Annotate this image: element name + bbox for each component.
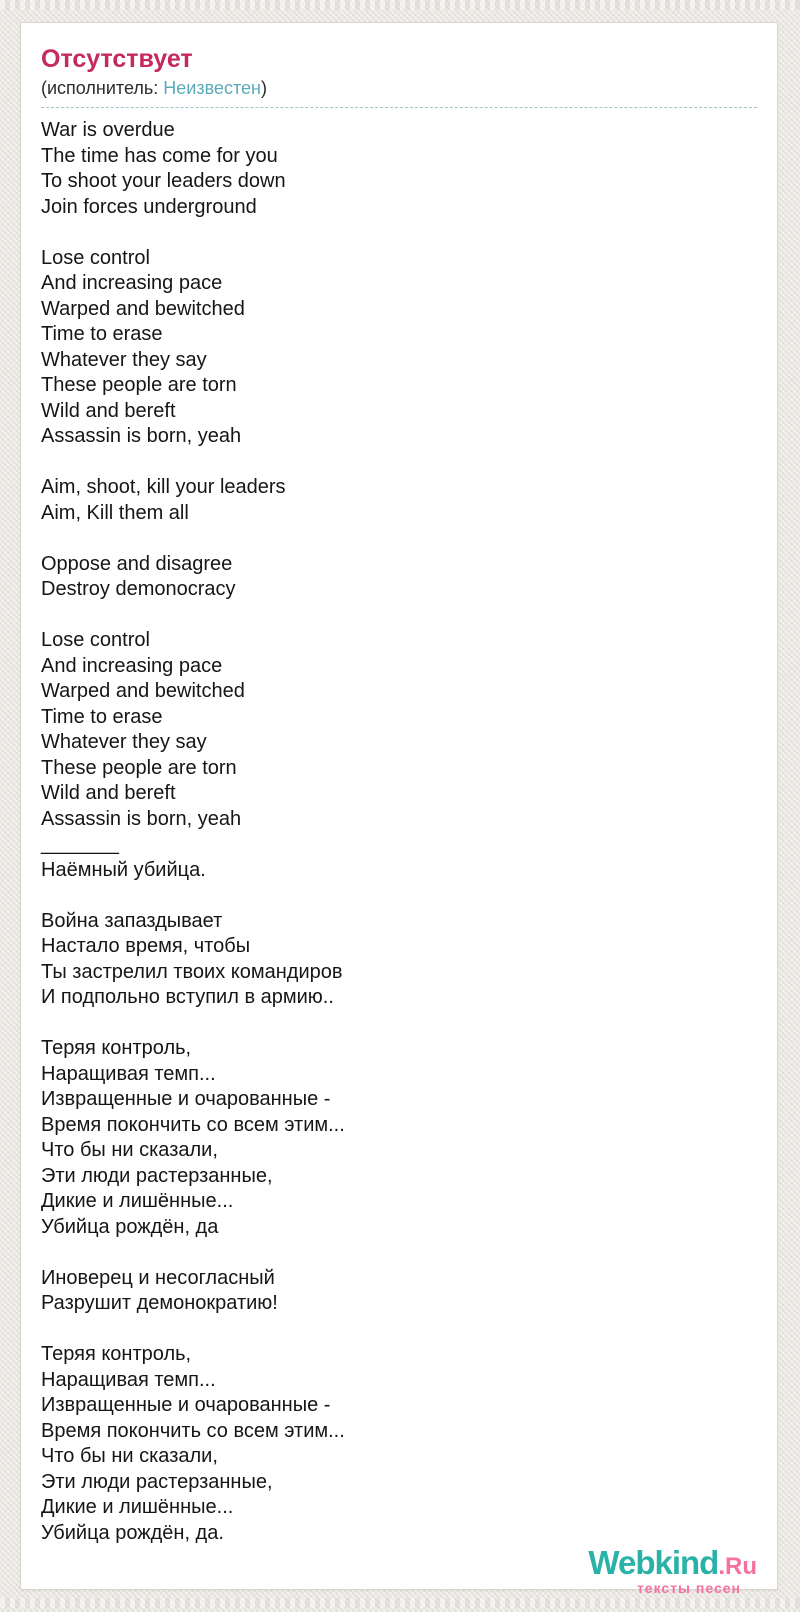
logo-ru-text: .Ru: [718, 1553, 757, 1580]
lyric-line: Lose control: [41, 246, 150, 269]
lyric-line: [41, 526, 757, 552]
logo-webkind-text: Webkind: [588, 1544, 719, 1581]
lyric-line: Time to erase: [41, 323, 163, 345]
artist-label-suffix: ): [260, 78, 267, 98]
lyric-line: Join forces underground: [41, 195, 257, 218]
lyric-line: Наращивая темп...: [41, 1062, 216, 1085]
lyric-line: Извращенные и очарованные -: [41, 1088, 331, 1110]
lyric-line: [41, 1317, 757, 1343]
lyric-line: Эти люди растерзанные,: [41, 1470, 273, 1493]
lyric-line: And increasing pace: [41, 654, 223, 677]
lyric-line: Извращенные и очарованные -: [41, 1394, 331, 1416]
lyric-line: Наращивая темп...: [41, 1368, 216, 1391]
lyric-line: Time to erase: [41, 705, 163, 728]
lyric-line: [41, 1011, 757, 1037]
lyric-line: И подпольно вступил в армию..: [41, 986, 334, 1008]
lyric-line: Убийца рождён, да: [41, 1215, 219, 1238]
lyric-line: Ты застрелил твоих командиров: [41, 960, 343, 983]
lyric-line: War is overdue: [41, 119, 175, 141]
lyric-line: Whatever they say: [41, 348, 207, 371]
lyric-line: Aim, Kill them all: [41, 501, 189, 524]
footer: [41, 1546, 757, 1606]
lyric-line: Дикие и лишённые...: [41, 1190, 234, 1212]
lyric-line: Whatever they say: [41, 731, 207, 753]
lyric-line: Теряя контроль,: [41, 1343, 192, 1365]
texture-strip-top: [0, 0, 800, 10]
lyric-line: Иноверец и несогласный: [41, 1266, 275, 1289]
lyric-line: Эти люди растерзанные,: [41, 1164, 273, 1187]
lyric-line: Время покончить со всем этим...: [41, 1113, 345, 1136]
lyric-line: Oppose and disagree: [41, 552, 233, 575]
lyrics-text: [41, 118, 757, 1546]
lyric-line: _______: [41, 833, 119, 855]
lyric-line: [41, 1240, 757, 1266]
lyric-line: Wild and bereft: [41, 399, 176, 422]
lyric-line: Что бы ни сказали,: [41, 1445, 218, 1467]
lyric-line: Настало время, чтобы: [41, 935, 251, 957]
lyric-line: Разрушит демонократию!: [41, 1292, 278, 1314]
lyric-line: Теряя контроль,: [41, 1037, 192, 1059]
lyric-line: Warped and bewitched: [41, 680, 245, 702]
lyric-line: To shoot your leaders down: [41, 170, 286, 192]
lyric-line: And increasing pace: [41, 272, 223, 294]
lyric-line: Lose control: [41, 629, 150, 651]
artist-label: (исполнитель:: [41, 78, 159, 98]
logo-tagline: тексты песен: [636, 1580, 741, 1596]
lyric-line: These people are torn: [41, 374, 237, 396]
lyric-line: [41, 603, 757, 629]
lyric-line: These people are torn: [41, 756, 237, 779]
lyric-line: Время покончить со всем этим...: [41, 1419, 345, 1442]
lyric-line: Дикие и лишённые...: [41, 1496, 234, 1518]
lyric-line: Убийца рождён, да.: [41, 1521, 224, 1544]
lyrics-card: [20, 22, 778, 1596]
lyric-line: [41, 450, 757, 476]
lyric-line: Assassin is born, yeah: [41, 425, 242, 447]
lyric-line: Warped and bewitched: [41, 297, 245, 320]
lyric-line: Wild and bereft: [41, 782, 176, 804]
lyric-line: Aim, shoot, kill your leaders: [41, 476, 286, 498]
song-header: [41, 45, 757, 108]
lyric-line: Наёмный убийца.: [41, 858, 206, 881]
lyric-line: Assassin is born, yeah: [41, 807, 242, 830]
song-title: Отсутствует: [41, 45, 193, 73]
lyric-line: Destroy demonocracy: [41, 578, 236, 600]
artist-link[interactable]: Неизвестен: [163, 78, 261, 98]
lyric-line: The time has come for you: [41, 144, 278, 167]
lyric-line: [41, 883, 757, 909]
lyric-line: Что бы ни сказали,: [41, 1139, 218, 1161]
artist-row: [41, 76, 757, 100]
lyric-line: Война запаздывает: [41, 909, 223, 932]
lyric-line: [41, 220, 757, 246]
